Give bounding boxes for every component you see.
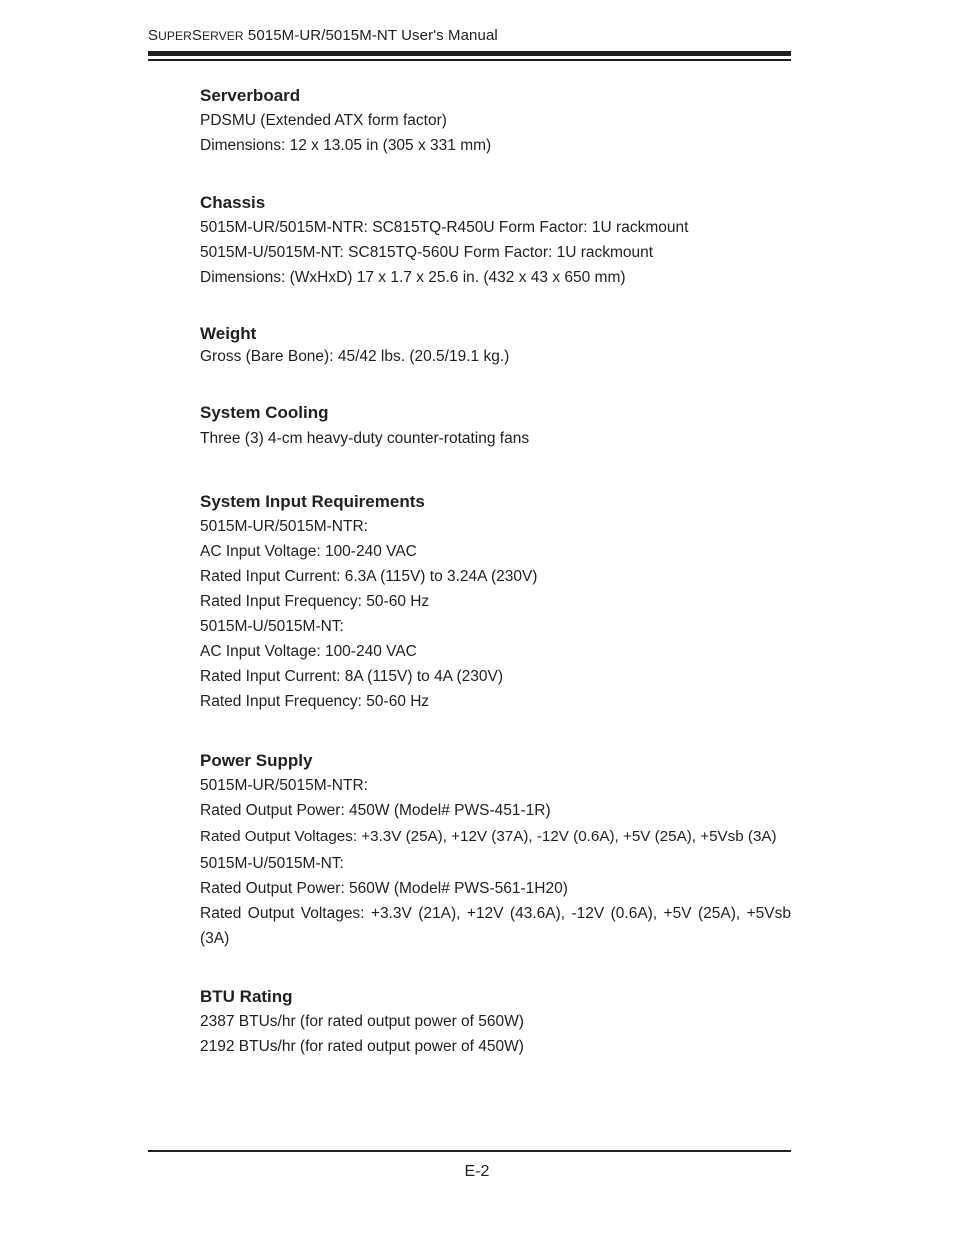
spec-line: Rated Output Voltages: +3.3V (25A), +12V (37A), -12V (0.6A), +5V (25A), +5Vsb (3A)	[200, 828, 777, 845]
spec-line: AC Input Voltage: 100-240 VAC	[200, 643, 417, 660]
header-s1: S	[148, 27, 159, 44]
page-number: E-2	[464, 1163, 490, 1180]
spec-line: Dimensions: (WxHxD) 17 x 1.7 x 25.6 in. (432 x 43 x 650 mm)	[200, 269, 626, 286]
section-power-supply	[200, 749, 791, 951]
spec-line: 5015M-U/5015M-NT:	[200, 618, 344, 635]
header-rule-thin	[148, 59, 791, 61]
section-btu-rating	[200, 985, 791, 1059]
spec-line: Rated Input Frequency: 50-60 Hz	[200, 693, 430, 710]
header-s2: S	[191, 27, 202, 44]
header-rule-thick	[148, 51, 791, 56]
spec-line: Gross (Bare Bone): 45/42 lbs. (20.5/19.1 kg.)	[200, 348, 510, 365]
spec-line: AC Input Voltage: 100-240 VAC	[200, 543, 417, 560]
header-uper: UPER	[158, 29, 192, 43]
spec-line: 5015M-UR/5015M-NTR:	[200, 777, 368, 794]
spec-line: Three (3) 4-cm heavy-duty counter-rotating fans	[200, 430, 530, 447]
section-heading: Chassis	[200, 193, 266, 212]
spec-line: 2192 BTUs/hr (for rated output power of 450W)	[200, 1038, 524, 1055]
spec-line: 2387 BTUs/hr (for rated output power of 560W)	[200, 1013, 524, 1030]
section-heading: Weight	[200, 324, 257, 343]
spec-line: Rated Input Frequency: 50-60 Hz	[200, 593, 430, 610]
spec-line: Rated Output Voltages: +3.3V (21A), +12V (43.6A), -12V (0.6A), +5V (25A), +5Vsb (3A)	[200, 905, 791, 947]
spec-line: 5015M-U/5015M-NT: SC815TQ-560U Form Factor: 1U rackmount	[200, 244, 654, 261]
section-chassis	[200, 191, 791, 290]
spec-line: 5015M-U/5015M-NT:	[200, 855, 344, 872]
section-cooling	[200, 401, 791, 453]
section-heading: Serverboard	[200, 86, 301, 105]
spec-line: Rated Output Power: 450W (Model# PWS-451-1R)	[200, 802, 551, 819]
spec-line: Rated Output Power: 560W (Model# PWS-561-1H20)	[200, 880, 568, 897]
running-header	[148, 27, 498, 44]
section-weight	[200, 322, 791, 368]
section-heading: BTU Rating	[200, 987, 293, 1006]
header-rest: 5015M-UR/5015M-NT User's Manual	[243, 27, 498, 44]
footer-rule	[148, 1150, 791, 1152]
section-heading: Power Supply	[200, 751, 313, 770]
spec-line: Rated Input Current: 6.3A (115V) to 3.24A (230V)	[200, 568, 538, 585]
spec-line: PDSMU (Extended ATX form factor)	[200, 112, 447, 129]
header-erver: ERVER	[201, 29, 244, 43]
spec-line: Dimensions: 12 x 13.05 in (305 x 331 mm)	[200, 137, 492, 154]
section-input-requirements	[200, 490, 791, 714]
section-heading: System Input Requirements	[200, 492, 425, 511]
section-heading: System Cooling	[200, 403, 329, 422]
spec-content	[200, 84, 791, 1059]
spec-line: 5015M-UR/5015M-NTR: SC815TQ-R450U Form Factor: 1U rackmount	[200, 219, 689, 236]
section-serverboard	[200, 84, 791, 158]
spec-line: 5015M-UR/5015M-NTR:	[200, 518, 368, 535]
spec-line: Rated Input Current: 8A (115V) to 4A (230V)	[200, 668, 503, 685]
